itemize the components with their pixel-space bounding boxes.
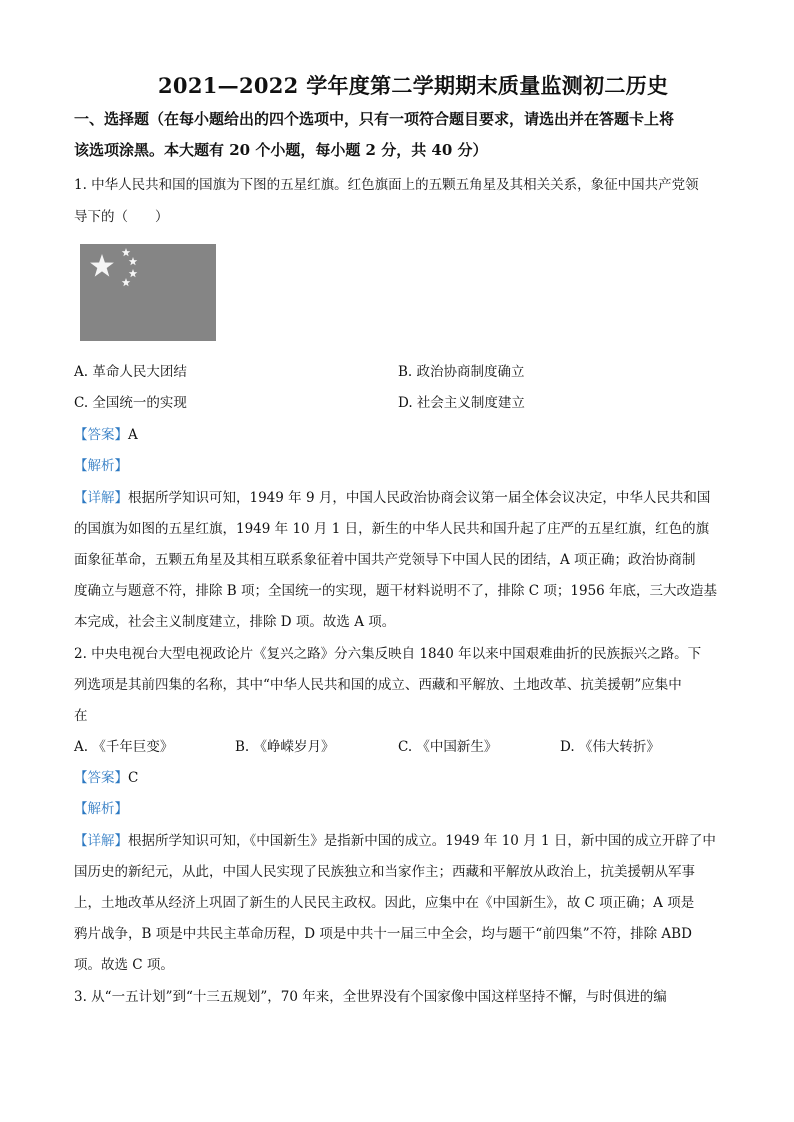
question-1-answer bbox=[74, 423, 138, 443]
question-2-option-d: D. 《伟大转折》 bbox=[560, 739, 660, 755]
question-2-detail-line-5: 项。故选 C 项。 bbox=[74, 957, 174, 973]
detail-text: 根据所学知识可知，1949 年 9 月，中国人民政治协商会议第一届全体会议决定，中华人民共和国 bbox=[128, 490, 711, 506]
answer-label: 【答案】 bbox=[74, 427, 128, 443]
question-2-option-b: B. 《峥嵘岁月》 bbox=[235, 739, 335, 755]
question-1-stem-line-2: 导下的（ ） bbox=[74, 209, 169, 225]
question-1-detail-line-4: 度确立与题意不符，排除 B 项；全国统一的实现，题干材料说明不了，排除 C 项；1956 年底，三大改造基 bbox=[74, 583, 718, 599]
section-heading-line-1: 一、选择题（在每小题给出的四个选项中，只有一项符合题目要求，请选出并在答题卡上将 bbox=[74, 110, 675, 128]
question-3-stem-line-1: 3. 从“一五计划”到“十三五规划”，70 年来，全世界没有个国家像中国这样坚持不懈，与时俱进的编 bbox=[74, 989, 667, 1005]
answer-value: C bbox=[128, 770, 139, 786]
small-star-icon bbox=[129, 269, 138, 277]
answer-value: A bbox=[128, 427, 138, 443]
question-1-detail-line-2: 的国旗为如图的五星红旗，1949 年 10 月 1 日，新生的中华人民共和国升起了庄严的五星红旗，红色的旗 bbox=[74, 521, 710, 537]
question-1-detail-line-5: 本完成，社会主义制度建立，排除 D 项。故选 A 项。 bbox=[74, 614, 396, 630]
detail-text: 根据所学知识可知，《中国新生》是指新中国的成立。1949 年 10 月 1 日，新中国的成立开辟了中 bbox=[128, 833, 716, 849]
question-1-stem-line-1: 1. 中华人民共和国的国旗为下图的五星红旗。红色旗面上的五颗五角星及其相关关系，象征中国共产党领 bbox=[74, 177, 699, 193]
question-1-detail-line-1 bbox=[74, 486, 710, 506]
question-2-stem-line-1: 2. 中央电视台大型电视政论片《复兴之路》分六集反映自 1840 年以来中国艰难曲折的民族振兴之路。下 bbox=[74, 646, 702, 662]
small-star-icon bbox=[122, 278, 131, 286]
question-1-option-a: A. 革命人民大团结 bbox=[74, 364, 187, 380]
question-2-stem-line-2: 列选项是其前四集的名称，其中“中华人民共和国的成立、西藏和平解放、土地改革、抗美援朝”应集中 bbox=[74, 677, 682, 693]
question-1-option-c: C. 全国统一的实现 bbox=[74, 395, 187, 411]
small-star-icon bbox=[122, 248, 131, 256]
five-star-red-flag-image bbox=[80, 244, 216, 341]
question-2-detail-line-2: 国历史的新纪元，从此，中国人民实现了民族独立和当家作主；西藏和平解放从政治上，抗美援朝从军事 bbox=[74, 864, 695, 880]
question-2-option-a: A. 《千年巨变》 bbox=[74, 739, 174, 755]
small-star-icon bbox=[129, 257, 138, 265]
detail-label: 【详解】 bbox=[74, 833, 128, 849]
question-2-stem-line-3: 在 bbox=[74, 708, 88, 724]
question-1-option-b: B. 政治协商制度确立 bbox=[398, 364, 525, 380]
page-title: 2021—2022 学年度第二学期期末质量监测初二历史 bbox=[158, 73, 669, 98]
question-2-detail-line-1 bbox=[74, 829, 716, 849]
large-star-icon bbox=[90, 254, 114, 277]
detail-label: 【详解】 bbox=[74, 490, 128, 506]
question-2-option-c: C. 《中国新生》 bbox=[398, 739, 498, 755]
section-heading-line-2: 该选项涂黑。本大题有 20 个小题，每小题 2 分，共 40 分） bbox=[74, 141, 488, 159]
answer-label: 【答案】 bbox=[74, 770, 128, 786]
question-2-answer bbox=[74, 766, 138, 786]
question-2-detail-line-4: 鸦片战争，B 项是中共民主革命历程，D 项是中共十一届三中全会，均与题干“前四集”不符，排除 ABD bbox=[74, 926, 692, 942]
question-1-option-d: D. 社会主义制度建立 bbox=[398, 395, 525, 411]
question-1-analysis-label: 【解析】 bbox=[74, 458, 128, 474]
question-2-detail-line-3: 上，土地改革从经济上巩固了新生的人民民主政权。因此，应集中在《中国新生》，故 C 项正确；A 项是 bbox=[74, 895, 695, 911]
question-2-analysis-label: 【解析】 bbox=[74, 801, 128, 817]
question-1-detail-line-3: 面象征革命，五颗五角星及其相互联系象征着中国共产党领导下中国人民的团结，A 项正确；政治协商制 bbox=[74, 552, 696, 568]
